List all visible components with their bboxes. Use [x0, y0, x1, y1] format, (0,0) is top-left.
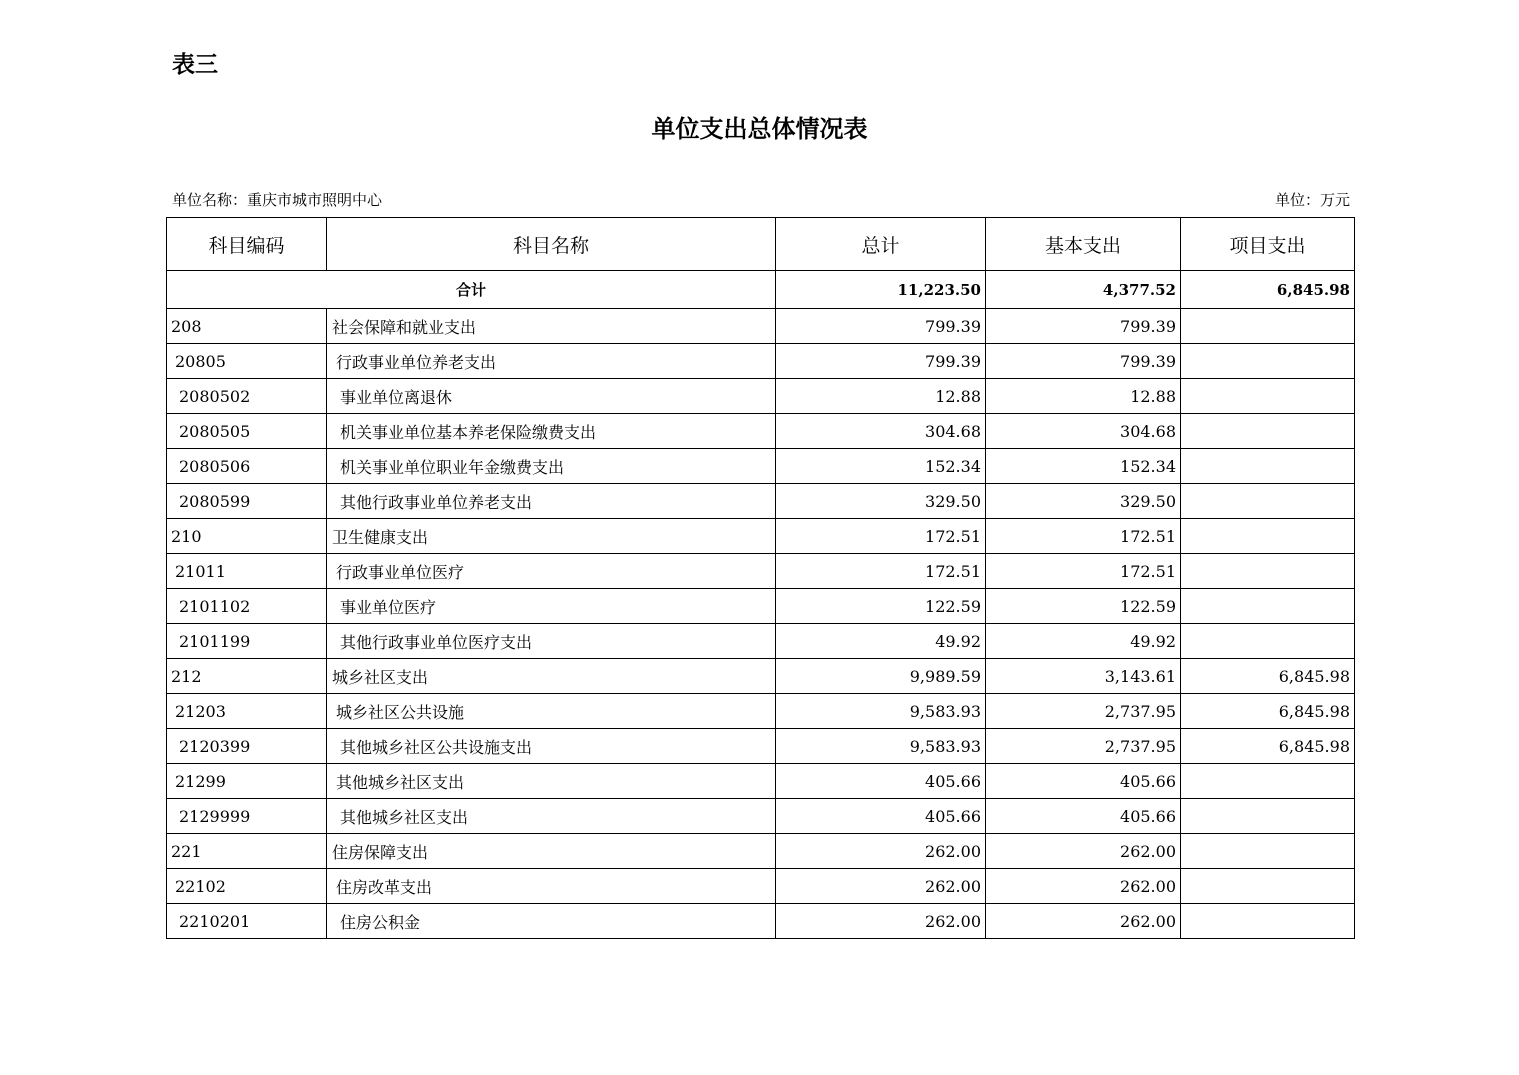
row-project — [1181, 379, 1355, 414]
row-code: 21299 — [167, 764, 327, 799]
row-total: 405.66 — [776, 799, 986, 834]
row-name: 城乡社区公共设施 — [327, 694, 776, 729]
row-name: 其他城乡社区支出 — [327, 764, 776, 799]
row-basic: 262.00 — [986, 834, 1181, 869]
row-code: 2101102 — [167, 589, 327, 624]
row-project — [1181, 414, 1355, 449]
col-header-project: 项目支出 — [1181, 218, 1355, 271]
table-row — [167, 449, 1355, 484]
table-row — [167, 484, 1355, 519]
row-total: 405.66 — [776, 764, 986, 799]
row-name: 事业单位离退休 — [327, 379, 776, 414]
table-row — [167, 869, 1355, 904]
row-name: 住房保障支出 — [327, 834, 776, 869]
row-code: 2101199 — [167, 624, 327, 659]
row-name: 其他行政事业单位养老支出 — [327, 484, 776, 519]
row-basic: 799.39 — [986, 344, 1181, 379]
row-name: 其他城乡社区支出 — [327, 799, 776, 834]
total-total: 11,223.50 — [776, 271, 986, 309]
row-total: 262.00 — [776, 834, 986, 869]
table-row — [167, 799, 1355, 834]
row-name: 其他城乡社区公共设施支出 — [327, 729, 776, 764]
row-total: 262.00 — [776, 869, 986, 904]
table-row — [167, 694, 1355, 729]
row-basic: 3,143.61 — [986, 659, 1181, 694]
row-code: 2080599 — [167, 484, 327, 519]
row-total: 799.39 — [776, 344, 986, 379]
row-name: 城乡社区支出 — [327, 659, 776, 694]
table-row — [167, 554, 1355, 589]
row-project — [1181, 764, 1355, 799]
row-code: 2080505 — [167, 414, 327, 449]
row-name: 其他行政事业单位医疗支出 — [327, 624, 776, 659]
header-row — [167, 218, 1355, 271]
unit-label: 单位：万元 — [1274, 191, 1350, 209]
row-project — [1181, 624, 1355, 659]
row-code: 208 — [167, 309, 327, 344]
row-code: 2120399 — [167, 729, 327, 764]
row-project — [1181, 834, 1355, 869]
row-code: 210 — [167, 519, 327, 554]
row-name: 住房改革支出 — [327, 869, 776, 904]
row-basic: 172.51 — [986, 519, 1181, 554]
meta-row — [172, 189, 1350, 211]
row-code: 2080506 — [167, 449, 327, 484]
row-project — [1181, 799, 1355, 834]
row-project — [1181, 554, 1355, 589]
total-basic: 4,377.52 — [986, 271, 1181, 309]
row-total: 329.50 — [776, 484, 986, 519]
row-basic: 304.68 — [986, 414, 1181, 449]
row-project — [1181, 519, 1355, 554]
row-name: 机关事业单位基本养老保险缴费支出 — [327, 414, 776, 449]
row-code: 21011 — [167, 554, 327, 589]
row-project — [1181, 589, 1355, 624]
table-row — [167, 589, 1355, 624]
row-basic: 122.59 — [986, 589, 1181, 624]
row-project: 6,845.98 — [1181, 729, 1355, 764]
table-row — [167, 379, 1355, 414]
row-total: 262.00 — [776, 904, 986, 939]
col-header-name: 科目名称 — [327, 218, 776, 271]
row-total: 12.88 — [776, 379, 986, 414]
row-project — [1181, 869, 1355, 904]
total-project: 6,845.98 — [1181, 271, 1355, 309]
total-label: 合计 — [167, 271, 776, 309]
row-total: 9,583.93 — [776, 729, 986, 764]
row-code: 212 — [167, 659, 327, 694]
row-total: 799.39 — [776, 309, 986, 344]
table-row — [167, 414, 1355, 449]
row-code: 22102 — [167, 869, 327, 904]
table-row — [167, 764, 1355, 799]
row-total: 172.51 — [776, 519, 986, 554]
row-project — [1181, 449, 1355, 484]
row-project — [1181, 484, 1355, 519]
row-code: 20805 — [167, 344, 327, 379]
row-total: 152.34 — [776, 449, 986, 484]
row-name: 行政事业单位医疗 — [327, 554, 776, 589]
row-name: 机关事业单位职业年金缴费支出 — [327, 449, 776, 484]
row-name: 行政事业单位养老支出 — [327, 344, 776, 379]
row-basic: 405.66 — [986, 764, 1181, 799]
row-total: 172.51 — [776, 554, 986, 589]
row-code: 2129999 — [167, 799, 327, 834]
row-code: 221 — [167, 834, 327, 869]
table-row — [167, 904, 1355, 939]
total-row — [167, 271, 1355, 309]
row-project — [1181, 904, 1355, 939]
page-title: 单位支出总体情况表 — [651, 115, 868, 143]
table-row — [167, 309, 1355, 344]
table-row — [167, 659, 1355, 694]
row-project — [1181, 344, 1355, 379]
unit-name: 单位名称：重庆市城市照明中心 — [172, 191, 383, 209]
row-name: 社会保障和就业支出 — [327, 309, 776, 344]
row-total: 49.92 — [776, 624, 986, 659]
row-basic: 172.51 — [986, 554, 1181, 589]
row-total: 9,989.59 — [776, 659, 986, 694]
table-row — [167, 519, 1355, 554]
row-basic: 405.66 — [986, 799, 1181, 834]
row-basic: 799.39 — [986, 309, 1181, 344]
col-header-code: 科目编码 — [167, 218, 327, 271]
row-code: 21203 — [167, 694, 327, 729]
table-label: 表三 — [172, 52, 218, 78]
row-basic: 262.00 — [986, 904, 1181, 939]
row-basic: 152.34 — [986, 449, 1181, 484]
table-row — [167, 834, 1355, 869]
row-basic: 262.00 — [986, 869, 1181, 904]
row-name: 事业单位医疗 — [327, 589, 776, 624]
row-total: 122.59 — [776, 589, 986, 624]
row-total: 9,583.93 — [776, 694, 986, 729]
col-header-basic: 基本支出 — [986, 218, 1181, 271]
row-code: 2080502 — [167, 379, 327, 414]
table-row — [167, 624, 1355, 659]
col-header-total: 总计 — [776, 218, 986, 271]
row-name: 卫生健康支出 — [327, 519, 776, 554]
expenditure-table — [166, 217, 1355, 939]
row-project: 6,845.98 — [1181, 694, 1355, 729]
row-basic: 2,737.95 — [986, 729, 1181, 764]
row-basic: 49.92 — [986, 624, 1181, 659]
row-code: 2210201 — [167, 904, 327, 939]
row-project: 6,845.98 — [1181, 659, 1355, 694]
row-total: 304.68 — [776, 414, 986, 449]
row-project — [1181, 309, 1355, 344]
row-name: 住房公积金 — [327, 904, 776, 939]
row-basic: 2,737.95 — [986, 694, 1181, 729]
table-row — [167, 344, 1355, 379]
row-basic: 12.88 — [986, 379, 1181, 414]
row-basic: 329.50 — [986, 484, 1181, 519]
table-row — [167, 729, 1355, 764]
